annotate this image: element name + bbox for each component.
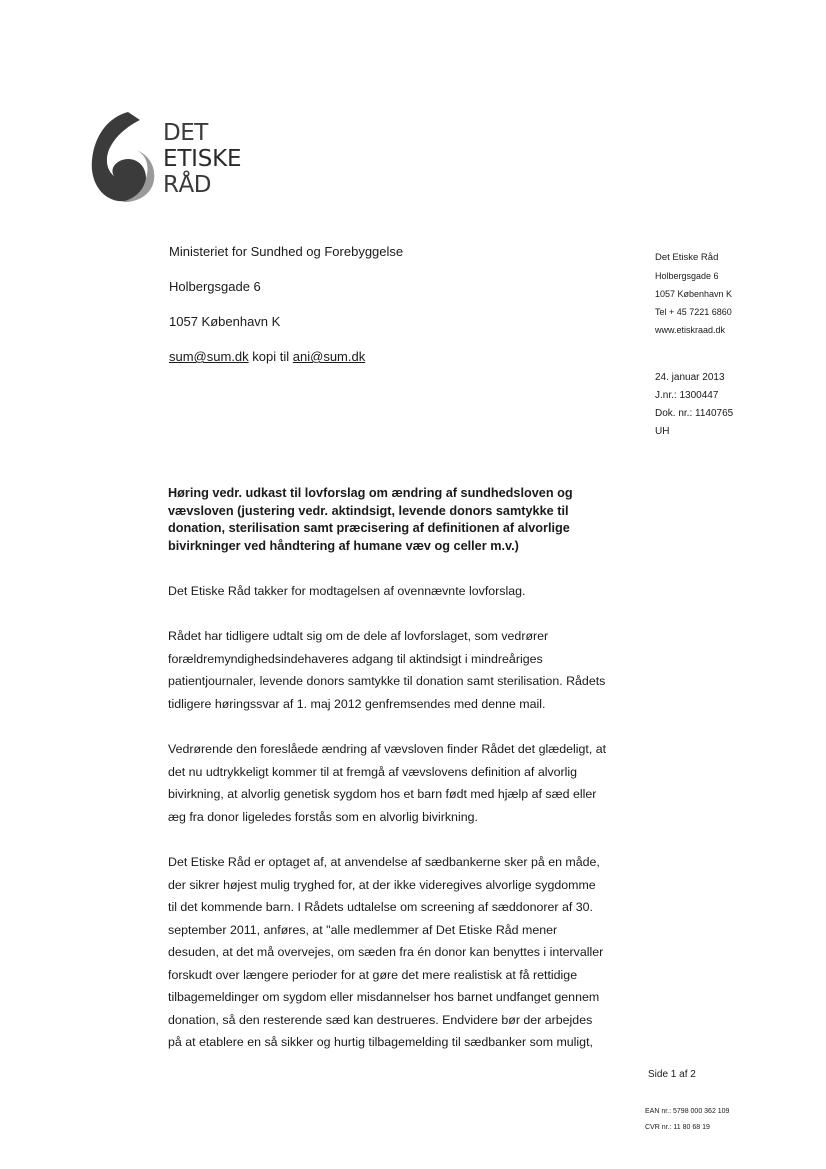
cvr-number: CVR nr.: 11 80 68 19 [645, 1124, 710, 1131]
body-line: forskudt over længere perioder for at gøre det mere realistisk at få rettidige [168, 967, 578, 982]
page-number: Side 1 af 2 [648, 1069, 696, 1080]
recipient-name: Ministeriet for Sundhed og Forebyggelse [169, 244, 404, 259]
body-line: donation, så den resterende sæd kan destrueres. Endvidere bør der arbejdes [168, 1012, 593, 1027]
body-line: æg fra donor ligeledes forstås som en alvorlig bivirkning. [168, 809, 478, 824]
swirl-logo-icon [88, 108, 160, 204]
body-line: tilbagemeldinger om sygdom eller misdannelser hos barnet undfanget gennem [168, 990, 600, 1004]
paragraph-3 [168, 738, 638, 828]
copy-text: kopi til [252, 349, 290, 364]
letter-date: 24. januar 2013 [655, 372, 725, 383]
sender-name: Det Etiske Råd [655, 252, 719, 263]
body-line: det nu udtrykkeligt kommer til at fremgå af vævslovens definition af alvorlig [168, 764, 578, 779]
body-line: desuden, at det må overvejes, om sæden fra én donor kan benyttes i intervaller [168, 945, 604, 959]
logo-line-det: DET [163, 120, 208, 146]
email-link-copy[interactable]: ani@sum.dk [292, 349, 366, 364]
sender-address [655, 249, 732, 339]
recipient-street: Holbergsgade 6 [169, 279, 261, 294]
body-line: Det Etiske Råd takker for modtagelsen af ovennævnte lovforslag. [168, 584, 526, 598]
paragraph-4 [168, 851, 638, 1054]
det-etiske-raad-logo [88, 106, 258, 206]
subject-line: vævsloven (justering vedr. aktindsigt, levende donors samtykke til [168, 503, 569, 518]
body-line: september 2011, anføres, at "alle medlemmer af Det Etiske Råd mener [168, 922, 558, 937]
body-line: patientjournaler, levende donors samtykke til donation samt sterilisation. Rådets [168, 674, 606, 688]
logo-line-etiske: ETISKE [163, 146, 242, 172]
subject-heading [168, 485, 598, 555]
body-line: tidligere høringssvar af 1. maj 2012 genfremsendes med denne mail. [168, 696, 546, 711]
sender-city: 1057 København K [655, 289, 733, 299]
logo-line-raad: RÅD [163, 172, 211, 198]
body-line: bivirkning, at alvorlig genetisk sygdom hos et barn født med hjælp af sæd eller [168, 787, 597, 801]
recipient-emails [169, 349, 365, 364]
body-line: der sikrer højest mulig tryghed for, at der ikke videregives alvorlige sygdomme [168, 877, 596, 892]
subject-line: donation, sterilisation samt præcisering af definitionen af alvorlige [168, 521, 570, 535]
paragraph-1 [168, 580, 638, 603]
initials: UH [655, 426, 670, 437]
body-line: forældremyndighedsindehaveres adgang til aktindsigt i mindreåriges [168, 651, 543, 666]
sender-web: www.etiskraad.dk [655, 325, 726, 335]
body-line: Rådet har tidligere udtalt sig om de dele af lovforslaget, som vedrører [168, 629, 549, 643]
sender-phone: Tel + 45 7221 6860 [655, 307, 732, 317]
logo-wordmark [163, 120, 241, 198]
ean-number: EAN nr.: 5798 000 362 109 [645, 1108, 730, 1115]
subject-line: bivirkninger ved håndtering af humane væv og celler m.v.) [168, 538, 519, 553]
subject-line: Høring vedr. udkast til lovforslag om ændring af sundhedsloven og [168, 486, 573, 500]
body-line: Vedrørende den foreslåede ændring af vævsloven finder Rådet det glædeligt, at [168, 742, 607, 756]
body-line: til det kommende barn. I Rådets udtalelse om screening af sæddonorer af 30. [168, 900, 593, 914]
sender-street: Holbergsgade 6 [655, 271, 719, 281]
recipient-city: 1057 København K [169, 314, 281, 329]
paragraph-2 [168, 625, 638, 715]
email-link-primary[interactable]: sum@sum.dk [169, 349, 249, 364]
reference-block [655, 369, 733, 441]
body-line: på at etablere en så sikker og hurtig tilbagemelding til sædbanker som muligt, [168, 1035, 593, 1049]
journal-number: J.nr.: 1300447 [655, 390, 719, 401]
document-number: Dok. nr.: 1140765 [655, 408, 734, 419]
body-line: Det Etiske Råd er optaget af, at anvendelse af sædbankerne sker på en måde, [168, 855, 600, 869]
footer-registration [645, 1104, 729, 1136]
